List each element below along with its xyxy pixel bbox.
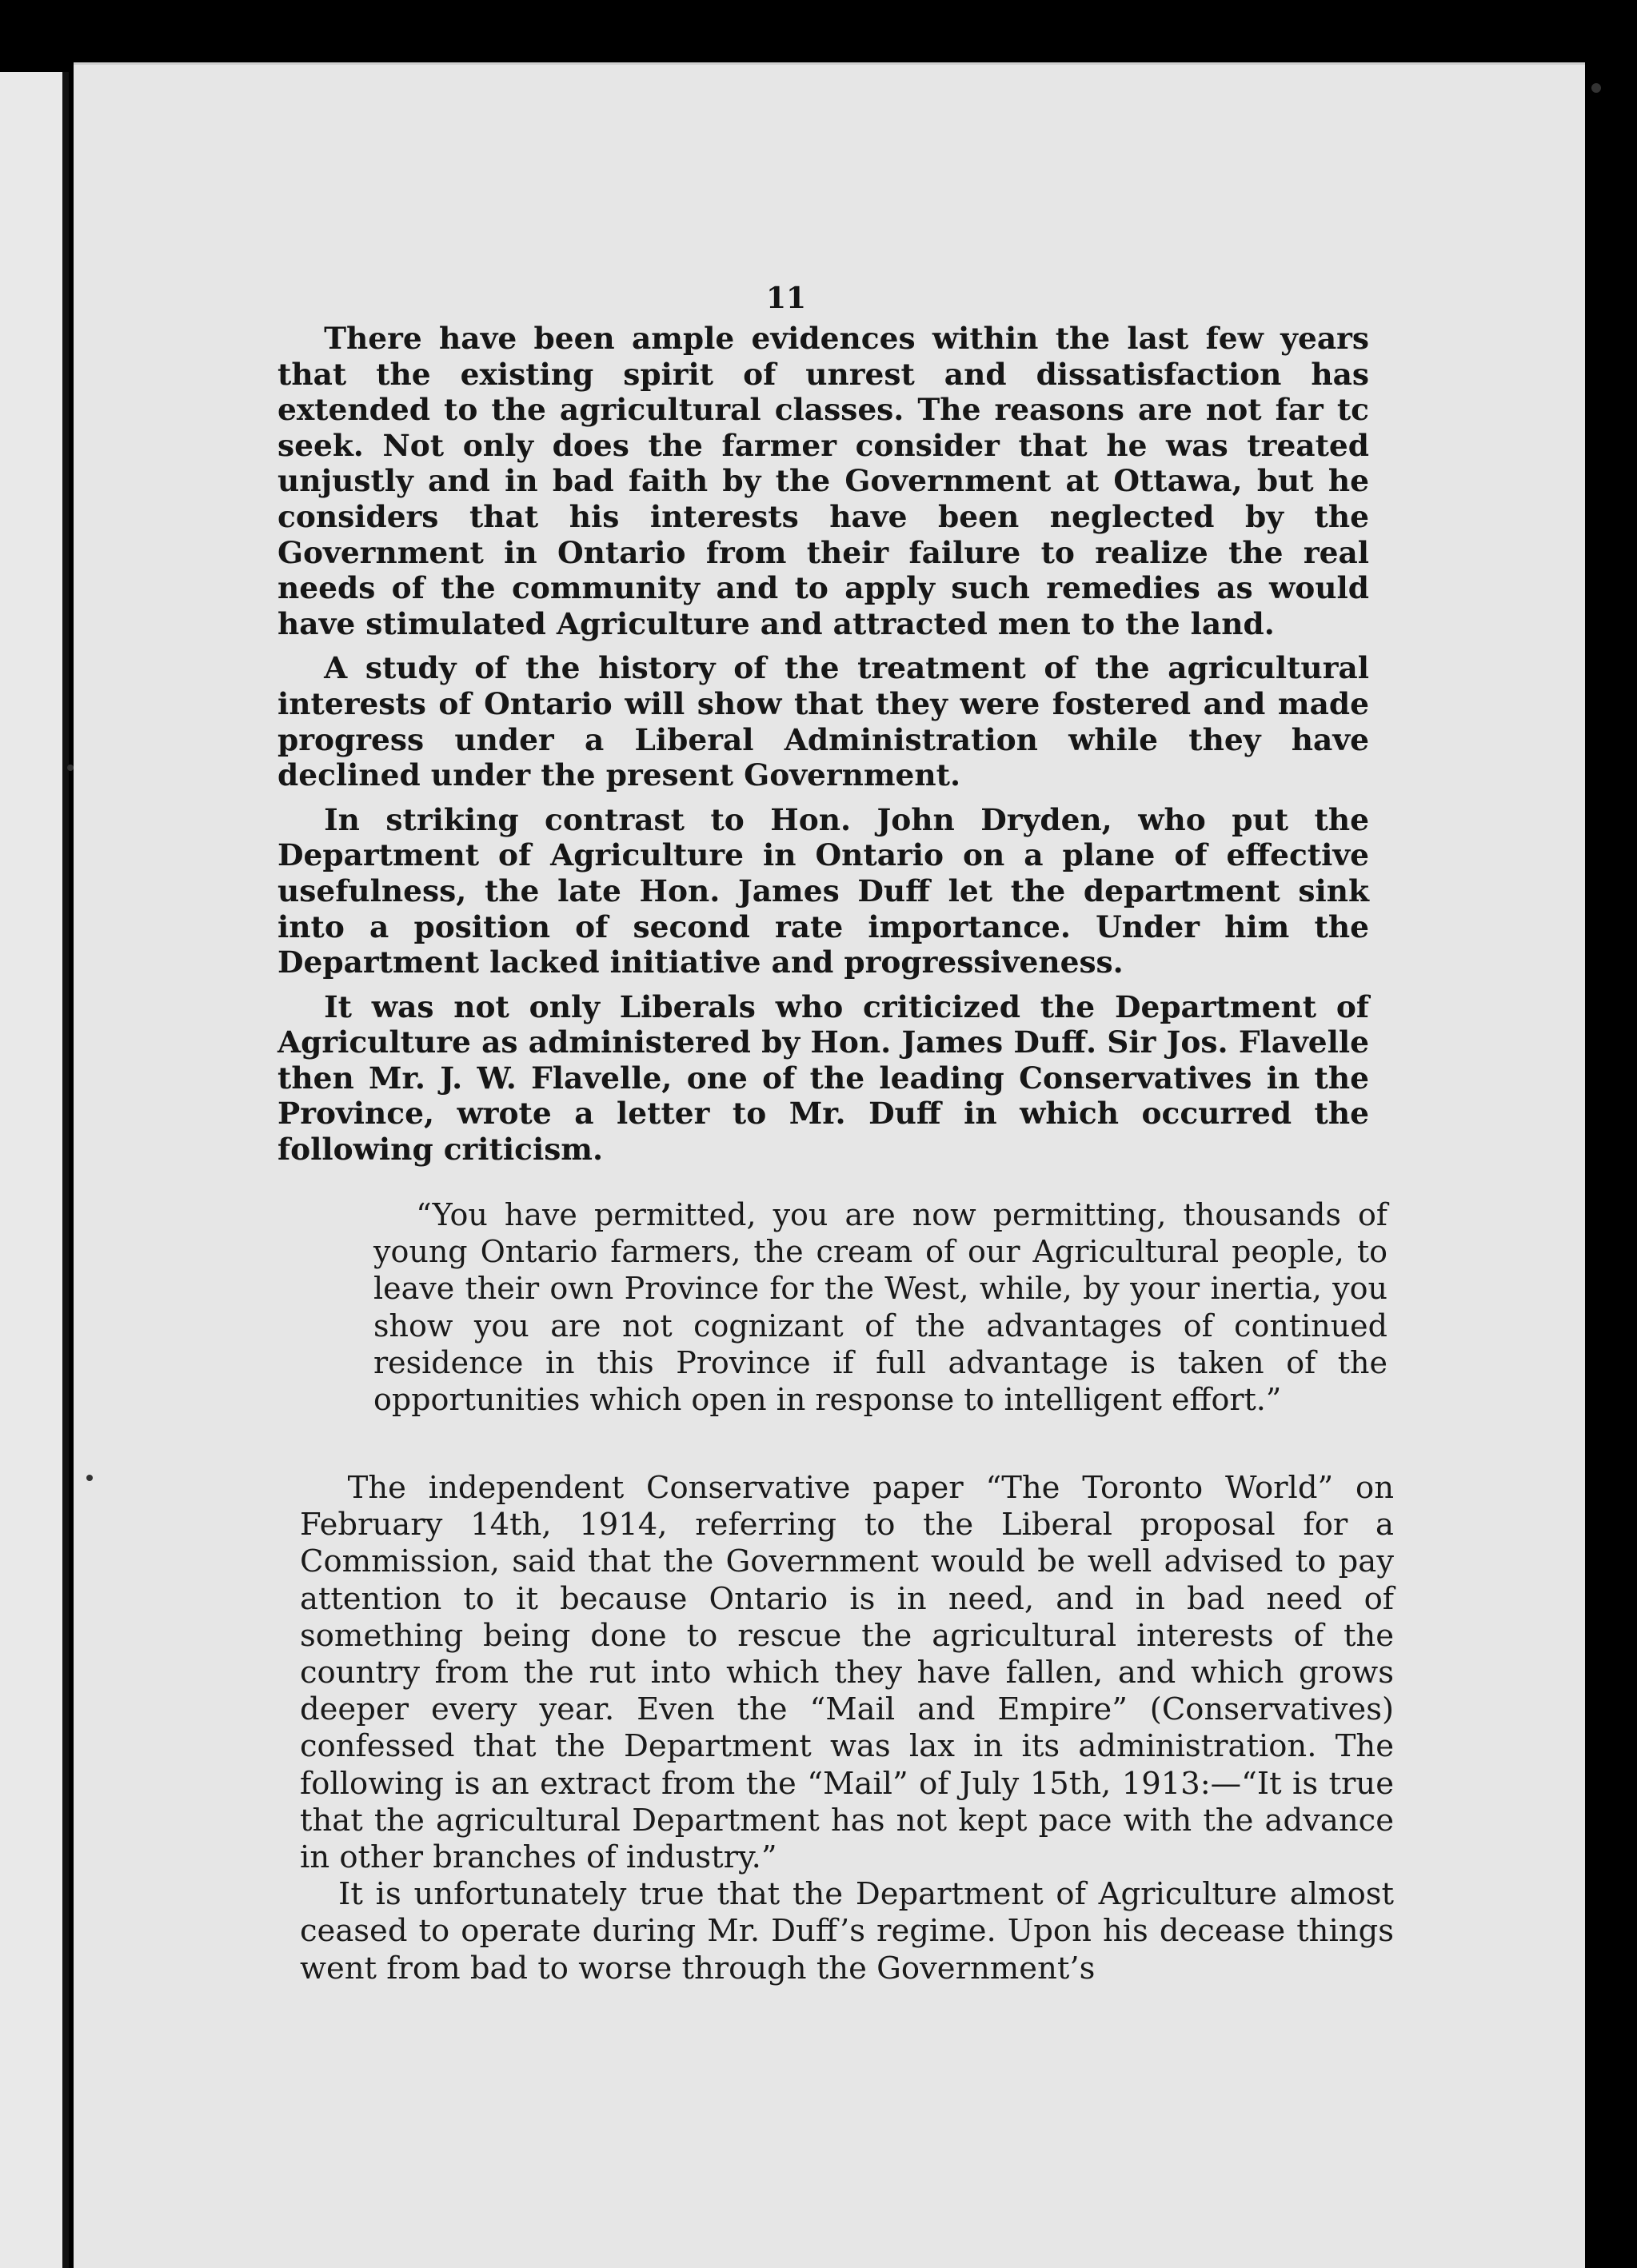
lower-text-block <box>300 1470 1394 1987</box>
paragraph-unrest: There have been ample evidences within the last few years that the existing spirit of unrest and dissatisfaction has extended to the agricultural classes. The reasons are not far tc seek. Not only does the farmer consider that he was treated unjustly and in bad faith by the Government at Ottawa, but he considers that his interests have been neglected by the Government in Ontario from their failure to realize the real needs of the community and to apply such remedies as would have stimulated Agriculture and attracted men to the land. <box>277 321 1369 641</box>
scan-speck <box>1591 83 1601 93</box>
previous-page-edge <box>0 72 69 2268</box>
binding-mark <box>86 1475 93 1481</box>
document-page <box>74 62 1585 2268</box>
binding-mark <box>67 765 74 771</box>
paragraph-dryden-duff: In striking contrast to Hon. John Dryden, who put the Department of Agriculture in Ontario on a plane of effective usefulness, the late Hon. James Duff let the department sink into a position of second rate importance. Under him the Department lacked initiative and progressiveness. <box>277 801 1369 980</box>
paragraph-history: A study of the history of the treatment of the agricultural interests of Ontario will show that they were fostered and made progress under a Liberal Administration while they have declined under the present Government. <box>277 650 1369 793</box>
upper-text-block <box>277 321 1369 1168</box>
paragraph-duff-regime: It is unfortunately true that the Department of Agriculture almost ceased to operate during Mr. Duff’s regime. Upon his decease things went from bad to worse through the Government’s <box>300 1876 1394 1986</box>
paragraph-toronto-world: The independent Conservative paper “The Toronto World” on February 14th, 1914, referring to the Liberal proposal for a Commission, said that the Government would be well advised to pay attention to it because Ontario is in need, and in bad need of something being done to rescue the agricultural interests of the country from the rut into which they have fallen, and which grows deeper every year. Even the “Mail and Empire” (Conservatives) confessed that the Department was lax in its administration. The following is an extract from the “Mail” of July 15th, 1913:—“It is true that the agricultural Department has not kept pace with the advance in other branches of industry.” <box>300 1470 1394 1876</box>
quote-text: “You have permitted, you are now permitting, thousands of young Ontario farmers, the cream of our Agricultural people, to leave their own Province for the West, while, by your inertia, you show you are not cognizant of the advantages of continued residence in this Province if full advantage is taken of the opportunities which open in response to intelligent effort.” <box>373 1197 1387 1418</box>
block-quote <box>373 1196 1387 1418</box>
page-number: 11 <box>765 282 807 315</box>
paragraph-flavelle: It was not only Liberals who criticized the Department of Agriculture as administered by Hon. James Duff. Sir Jos. Flavelle then Mr. J. W. Flavelle, one of the leading Conservatives in the Province, wrote a letter to Mr. Duff in which occurred the following criticism. <box>277 988 1369 1168</box>
